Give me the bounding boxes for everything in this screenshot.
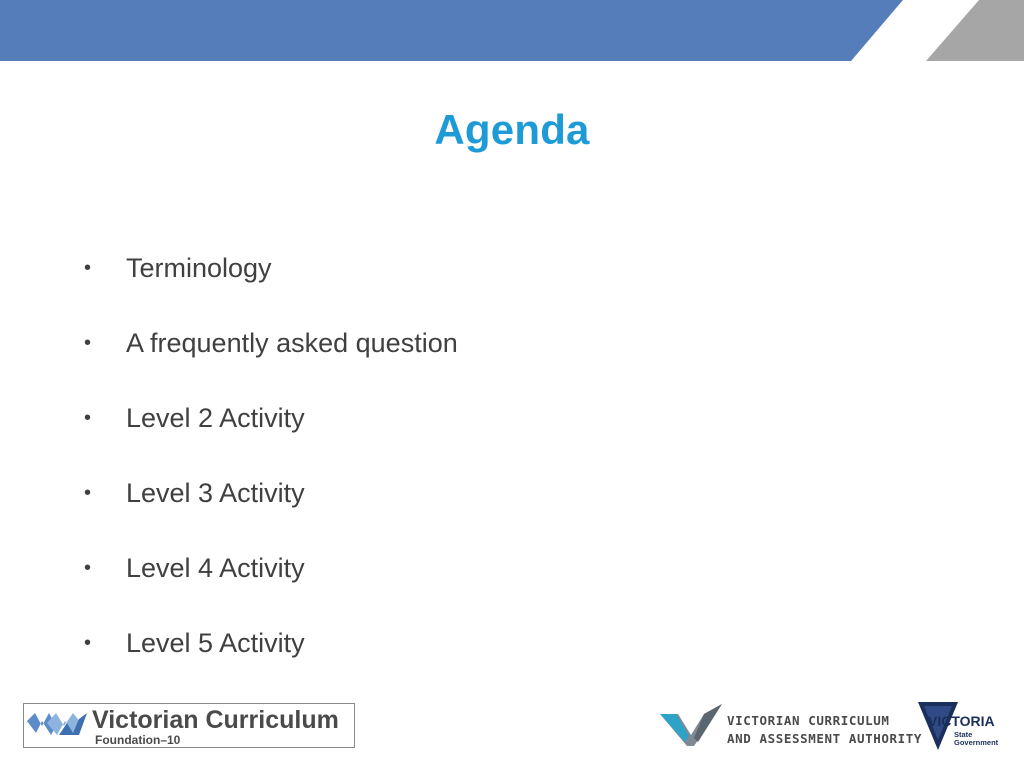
agenda-item-text: Level 3 Activity bbox=[126, 478, 305, 508]
agenda-item bbox=[84, 473, 458, 548]
agenda-item-text: Level 2 Activity bbox=[126, 403, 305, 433]
agenda-item bbox=[84, 248, 458, 323]
victorian-curriculum-logo bbox=[23, 703, 355, 748]
bullet-marker: • bbox=[84, 632, 92, 654]
agenda-item bbox=[84, 548, 458, 623]
agenda-list bbox=[84, 248, 458, 698]
vcaa-logo-line1: VICTORIAN CURRICULUM bbox=[727, 713, 890, 728]
victoria-state-government-logo bbox=[916, 700, 1004, 752]
victoria-sub-line1: State bbox=[954, 730, 973, 739]
bullet-marker: • bbox=[84, 257, 92, 279]
agenda-item-text: Level 5 Activity bbox=[126, 628, 305, 658]
bullet-marker: • bbox=[84, 482, 92, 504]
agenda-item bbox=[84, 398, 458, 473]
header-blue-stripe bbox=[0, 0, 903, 61]
bullet-marker: • bbox=[84, 557, 92, 579]
agenda-item bbox=[84, 323, 458, 398]
bullet-marker: • bbox=[84, 332, 92, 354]
agenda-item-text: Terminology bbox=[126, 253, 272, 283]
slide-title: Agenda bbox=[434, 106, 590, 153]
vc-logo-subtitle: Foundation–10 bbox=[95, 733, 181, 747]
victoria-wordmark: VICTORIA bbox=[928, 713, 995, 729]
vcaa-tick-icon bbox=[658, 702, 724, 748]
header-band bbox=[0, 0, 1024, 61]
vcaa-logo-line2: AND ASSESSMENT AUTHORITY bbox=[727, 731, 923, 746]
vc-wave-icon bbox=[27, 709, 89, 743]
agenda-item bbox=[84, 623, 458, 698]
agenda-item-text: A frequently asked question bbox=[126, 328, 458, 358]
victoria-sub-line2: Government bbox=[954, 738, 999, 747]
agenda-item-text: Level 4 Activity bbox=[126, 553, 305, 583]
vcaa-logo bbox=[658, 702, 923, 750]
vc-logo-title: Victorian Curriculum bbox=[92, 706, 339, 734]
bullet-marker: • bbox=[84, 407, 92, 429]
